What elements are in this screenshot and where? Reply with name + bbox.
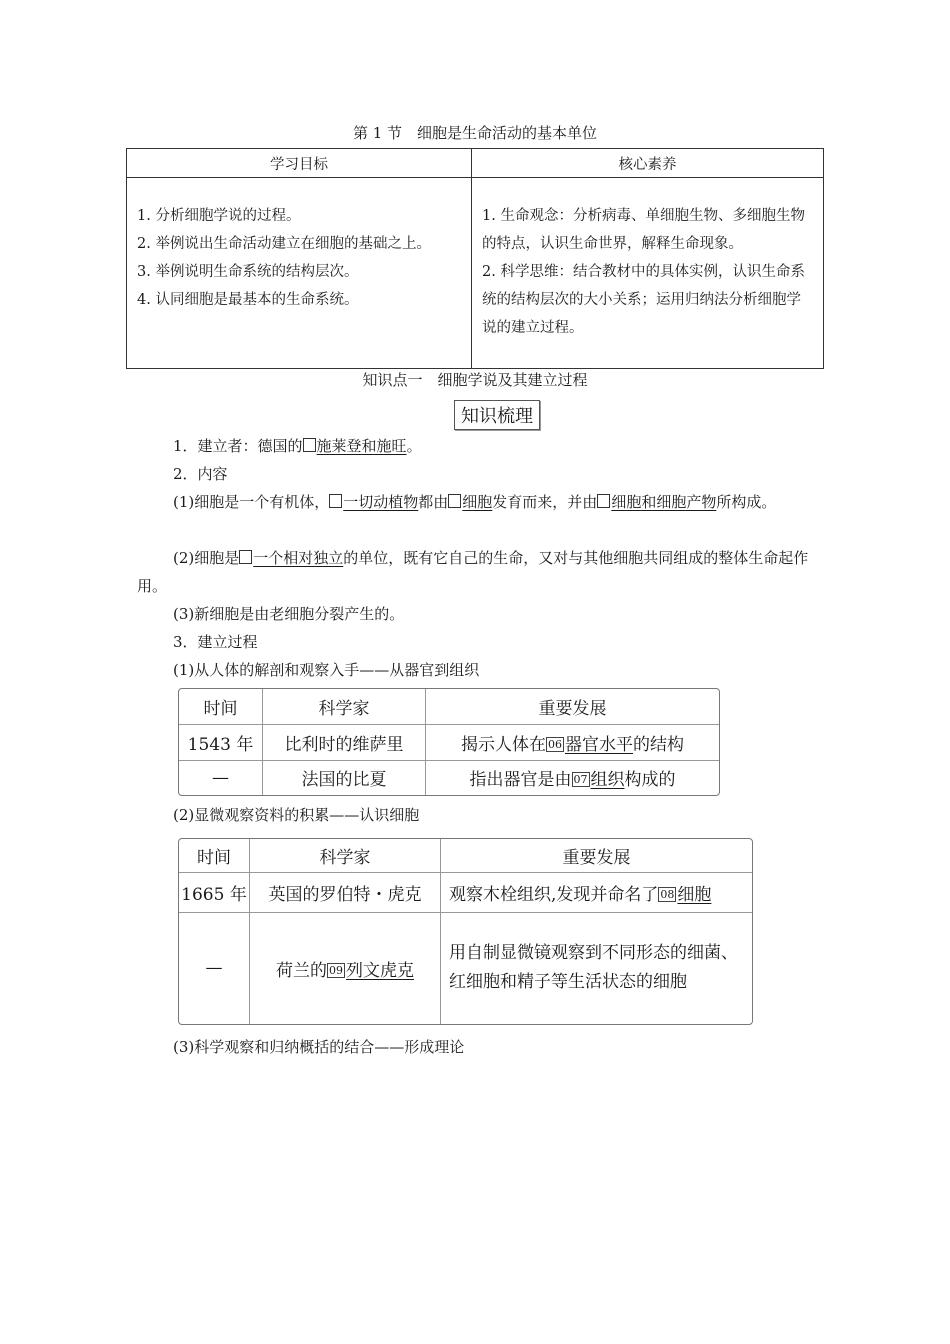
item-process-2: (2)显微观察资料的积累——认识细胞 bbox=[173, 806, 420, 824]
answer: 一切动植物 bbox=[343, 493, 419, 511]
answer: 细胞 bbox=[677, 884, 712, 905]
answer: 细胞 bbox=[462, 493, 493, 511]
item-content-1: (1)细胞是一个有机体， 一切动植物都由 细胞发育而来，并由 细胞和细胞产物所构成。 bbox=[173, 493, 777, 511]
item-founders: 1．建立者：德国的 施莱登和施旺。 bbox=[173, 437, 422, 455]
answer: 列文虎克 bbox=[346, 960, 414, 981]
goal-item: 3. 举例说明生命系统的结构层次。 bbox=[137, 264, 359, 280]
item-process-3: (3)科学观察和归纳概括的结合——形成理论 bbox=[173, 1038, 465, 1056]
core-literacy-cell bbox=[472, 178, 824, 369]
header-scientist: 科学家 bbox=[263, 689, 426, 724]
goals-header: 学习目标 bbox=[127, 149, 472, 178]
table-row: 1543 年 比利时的维萨里 揭示人体在 06 器官水平的结构 bbox=[179, 724, 719, 760]
item-process-heading: 3．建立过程 bbox=[173, 633, 258, 651]
blank-box-icon bbox=[303, 438, 316, 452]
answer: 施莱登和施旺 bbox=[316, 437, 407, 455]
header-development: 重要发展 bbox=[441, 839, 753, 872]
header-time: 时间 bbox=[179, 689, 263, 724]
blank-box-icon bbox=[239, 550, 252, 564]
goal-item: 2. 举例说出生命活动建立在细胞的基础之上。 bbox=[137, 236, 431, 252]
table-row: — 荷兰的 09 列文虎克 用自制显微镜观察到不同形态的细菌、红细胞和精子等生活状态的细胞 bbox=[179, 912, 752, 1024]
item-content-3: (3)新细胞是由老细胞分裂产生的。 bbox=[173, 605, 405, 623]
table-row: — 法国的比夏 指出器官是由 07 组织构成的 bbox=[179, 760, 719, 795]
knowledge-point-heading: 知识点一 细胞学说及其建立过程 bbox=[362, 371, 588, 389]
blank-number-icon: 08 bbox=[660, 887, 675, 901]
header-scientist: 科学家 bbox=[250, 839, 441, 872]
literacy-item: 1. 生命观念：分析病毒、单细胞生物、多细胞生物的特点，认识生命世界，解释生命现象。 bbox=[482, 208, 805, 252]
page-title: 第 1 节 细胞是生命活动的基本单位 bbox=[352, 124, 598, 142]
blank-number-icon: 06 bbox=[548, 737, 562, 751]
goal-item: 4. 认同细胞是最基本的生命系统。 bbox=[137, 292, 359, 308]
item-content-heading: 2．内容 bbox=[173, 465, 228, 483]
blank-box-icon bbox=[329, 494, 342, 508]
blank-box-icon bbox=[448, 494, 461, 508]
learning-goals-cell bbox=[127, 178, 472, 369]
section-box-label: 知识梳理 bbox=[454, 400, 540, 430]
goals-table bbox=[126, 148, 824, 369]
blank-box-icon bbox=[597, 494, 610, 508]
item-process-1: (1)从人体的解剖和观察入手——从器官到组织 bbox=[173, 661, 480, 679]
microscope-table bbox=[178, 838, 753, 1025]
item-content-2: (2)细胞是 一个相对独立的单位，既有它自己的生命，又对与其他细胞共同组成的整体生命起作用。 bbox=[137, 549, 809, 595]
answer: 细胞和细胞产物 bbox=[611, 493, 717, 511]
answer: 器官水平 bbox=[565, 734, 633, 755]
literacy-item: 2. 科学思维：结合教材中的具体实例，认识生命系统的结构层次的大小关系；运用归纳法分析细胞学说的建立过程。 bbox=[482, 264, 805, 336]
header-development: 重要发展 bbox=[426, 689, 720, 724]
literacy-header: 核心素养 bbox=[472, 149, 824, 178]
table-row: 1665 年 英国的罗伯特・虎克 观察木栓组织,发现并命名了 08 细胞 bbox=[179, 872, 752, 912]
anatomy-table bbox=[178, 688, 720, 796]
goal-item: 1. 分析细胞学说的过程。 bbox=[137, 208, 301, 224]
blank-number-icon: 07 bbox=[573, 773, 588, 787]
header-time: 时间 bbox=[179, 839, 250, 872]
blank-number-icon: 09 bbox=[329, 963, 343, 977]
answer: 一个相对独立 bbox=[253, 549, 344, 567]
answer: 组织 bbox=[590, 770, 625, 791]
